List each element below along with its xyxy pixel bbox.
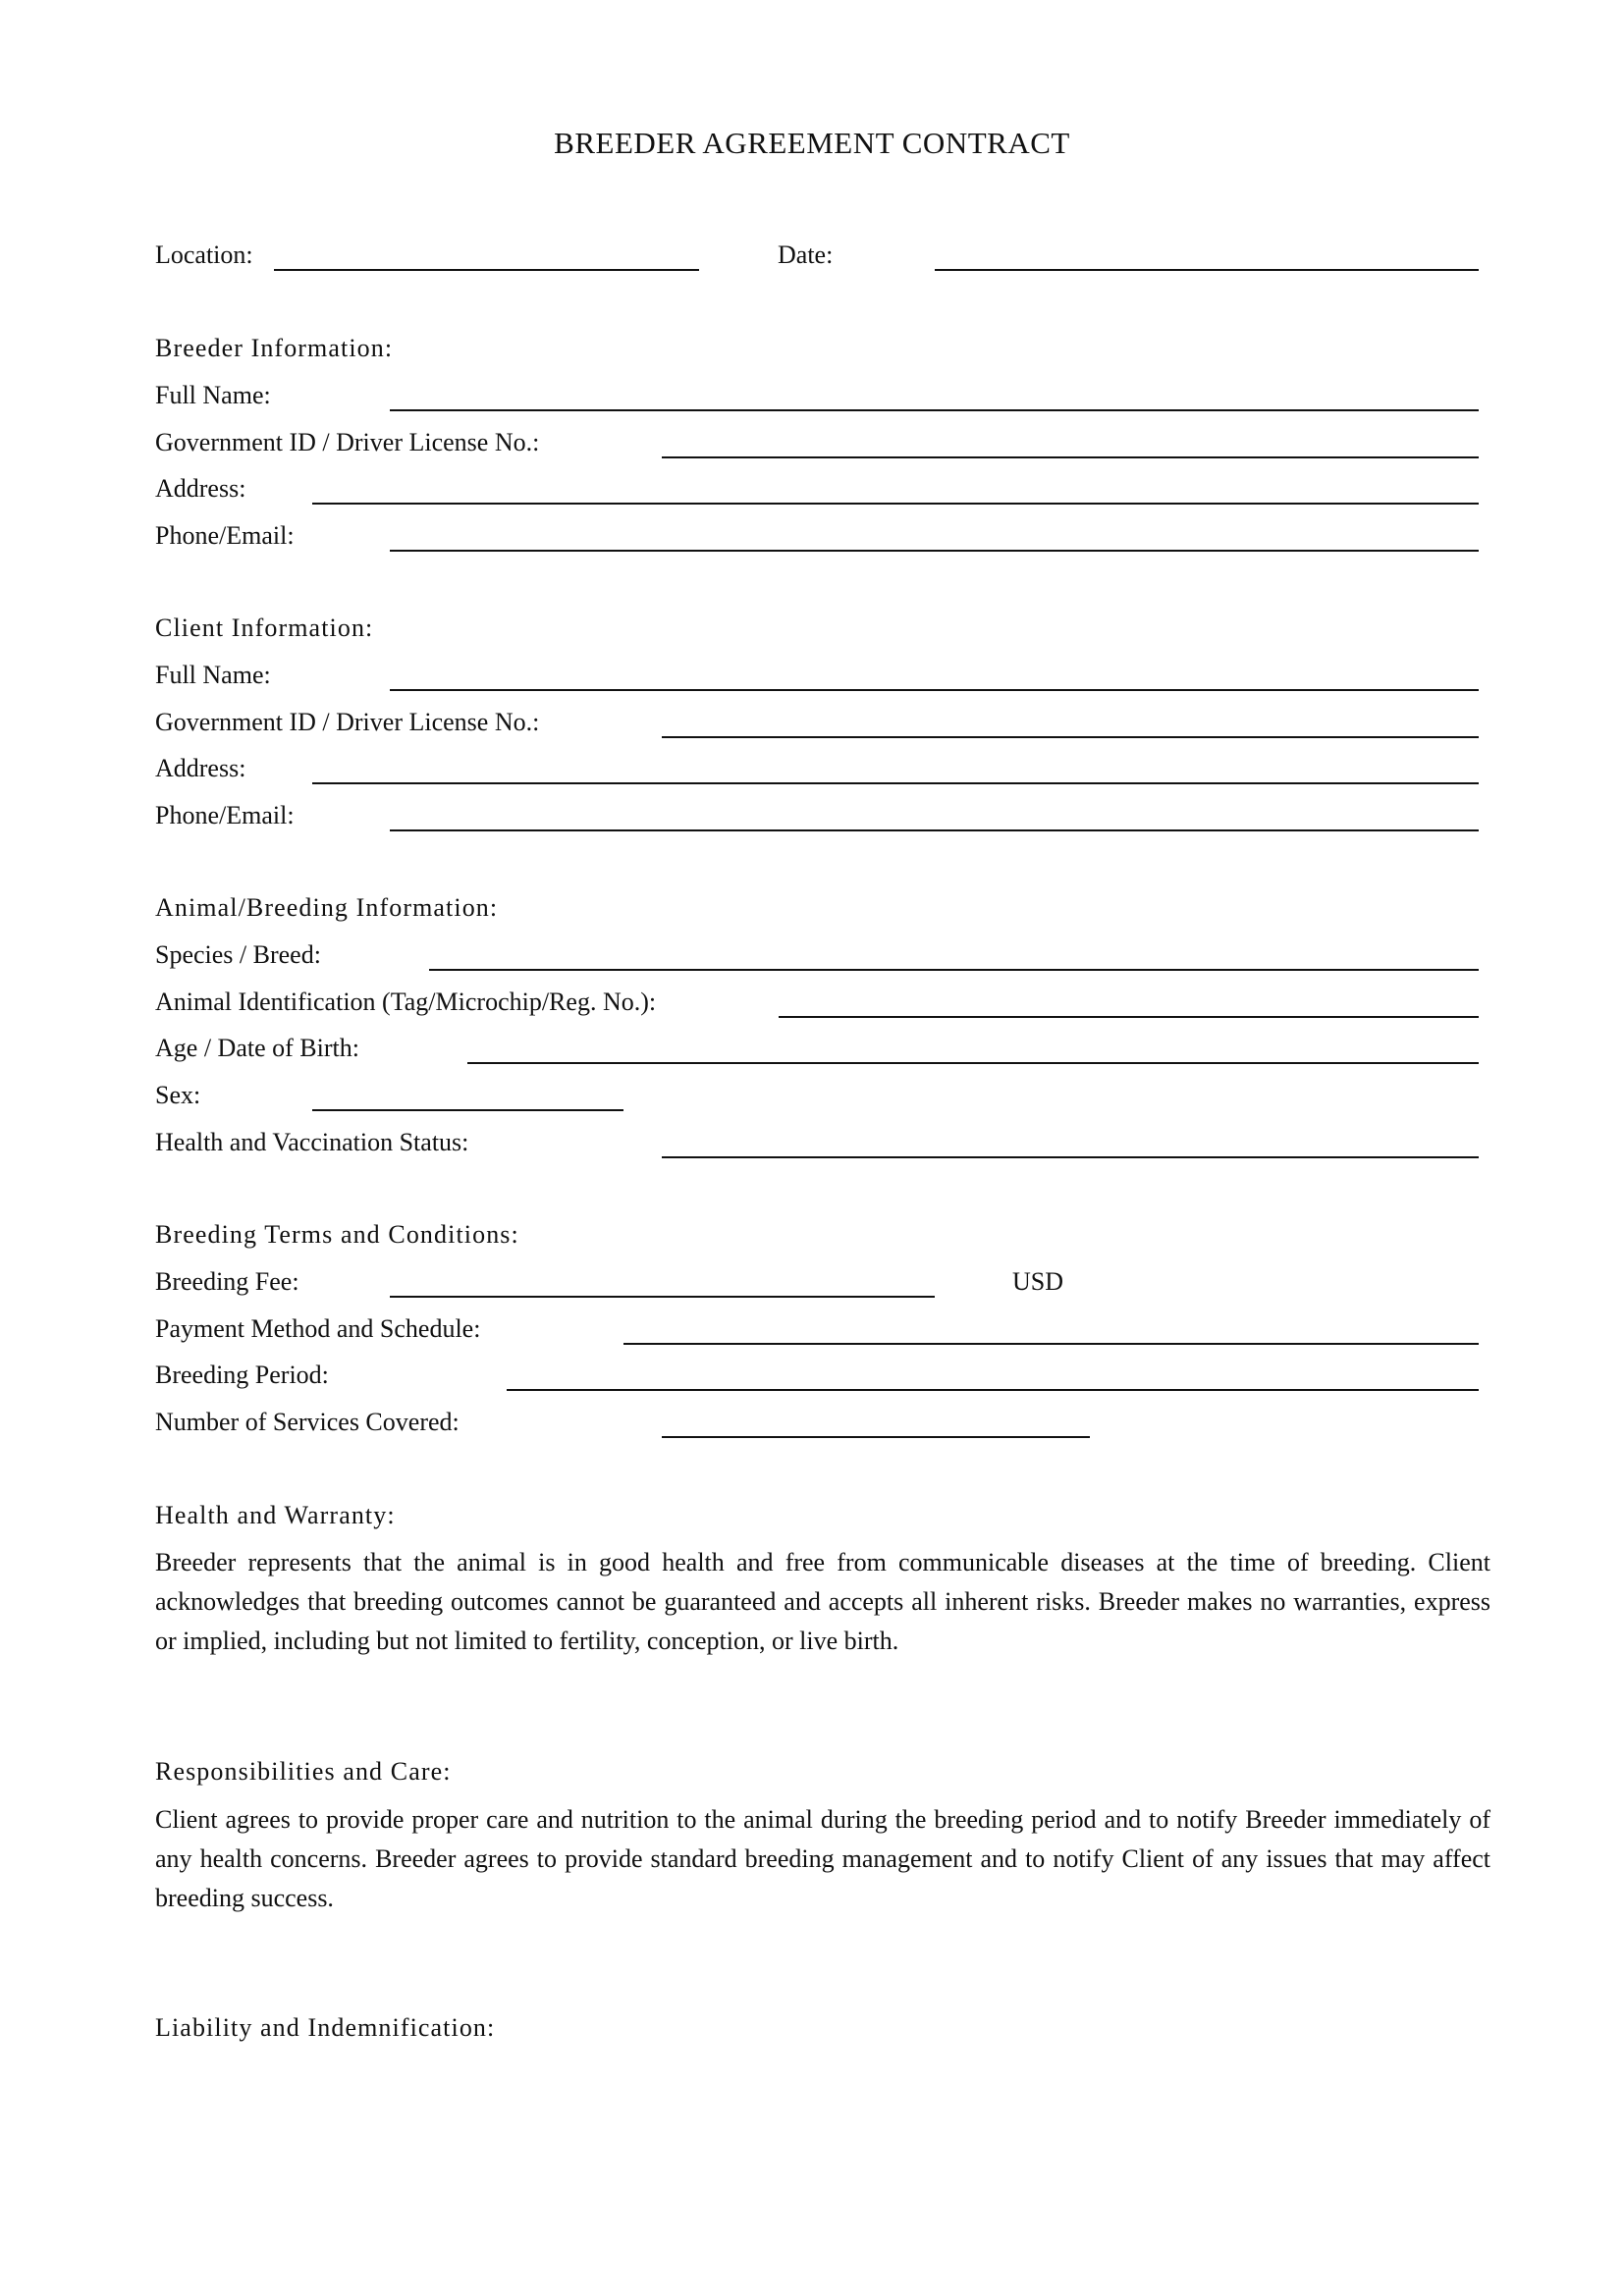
client-info-heading: Client Information: [155, 614, 374, 642]
services-covered-field[interactable] [662, 1436, 1090, 1438]
animal-identification-label: Animal Identification (Tag/Microchip/Reg. No.): [155, 988, 657, 1016]
breeding-fee-label: Breeding Fee: [155, 1267, 299, 1296]
responsibilities-heading: Responsibilities and Care: [155, 1757, 452, 1786]
breeder-address-label: Address: [155, 474, 246, 503]
breeder-full-name-field[interactable] [390, 409, 1479, 411]
client-full-name-label: Full Name: [155, 661, 271, 689]
client-gov-id-label: Government ID / Driver License No.: [155, 708, 540, 736]
breeder-address-field[interactable] [312, 503, 1479, 505]
client-address-label: Address: [155, 754, 246, 782]
species-breed-field[interactable] [429, 969, 1479, 971]
warranty-text: Breeder represents that the animal is in good health and free from communicable diseases at the time of breeding. Client acknowledges that breeding outcomes cannot be guaranteed and accepts all inherent risks. Breeder makes no warranties, express or implied, including but not limited to fertility, conception, or live birth. [155, 1548, 1490, 1655]
location-field[interactable] [274, 269, 699, 271]
client-address-field[interactable] [312, 782, 1479, 784]
breeder-gov-id-field[interactable] [662, 456, 1479, 458]
species-breed-label: Species / Breed: [155, 940, 321, 969]
age-dob-label: Age / Date of Birth: [155, 1034, 359, 1062]
client-phone-email-label: Phone/Email: [155, 801, 295, 829]
client-full-name-field[interactable] [390, 689, 1479, 691]
date-label: Date: [778, 240, 834, 269]
client-gov-id-field[interactable] [662, 736, 1479, 738]
breeding-terms-heading: Breeding Terms and Conditions: [155, 1220, 519, 1249]
date-field[interactable] [935, 269, 1479, 271]
sex-field[interactable] [312, 1109, 623, 1111]
sex-label: Sex: [155, 1081, 201, 1109]
breeder-full-name-label: Full Name: [155, 381, 271, 409]
services-covered-label: Number of Services Covered: [155, 1408, 460, 1436]
fee-currency: USD [1012, 1267, 1064, 1296]
breeding-period-field[interactable] [507, 1389, 1479, 1391]
document-title: BREEDER AGREEMENT CONTRACT [554, 126, 1070, 160]
location-label: Location: [155, 240, 253, 269]
breeder-phone-email-label: Phone/Email: [155, 521, 295, 550]
liability-heading: Liability and Indemnification: [155, 2013, 496, 2042]
payment-method-label: Payment Method and Schedule: [155, 1314, 481, 1343]
warranty-heading: Health and Warranty: [155, 1501, 396, 1529]
client-phone-email-field[interactable] [390, 829, 1479, 831]
breeding-period-label: Breeding Period: [155, 1361, 329, 1389]
animal-identification-field[interactable] [779, 1016, 1479, 1018]
health-vaccination-field[interactable] [662, 1156, 1479, 1158]
animal-info-heading: Animal/Breeding Information: [155, 893, 499, 922]
breeder-gov-id-label: Government ID / Driver License No.: [155, 428, 540, 456]
breeding-fee-field[interactable] [390, 1296, 935, 1298]
age-dob-field[interactable] [467, 1062, 1479, 1064]
responsibilities-text: Client agrees to provide proper care and nutrition to the animal during the breeding period and to notify Breeder immediately of any health concerns. Breeder agrees to provide standard breeding management and to notify Client of any issues that may affect breeding success. [155, 1805, 1490, 1912]
breeder-phone-email-field[interactable] [390, 550, 1479, 552]
health-vaccination-label: Health and Vaccination Status: [155, 1128, 469, 1156]
payment-method-field[interactable] [623, 1343, 1479, 1345]
breeder-info-heading: Breeder Information: [155, 334, 394, 362]
